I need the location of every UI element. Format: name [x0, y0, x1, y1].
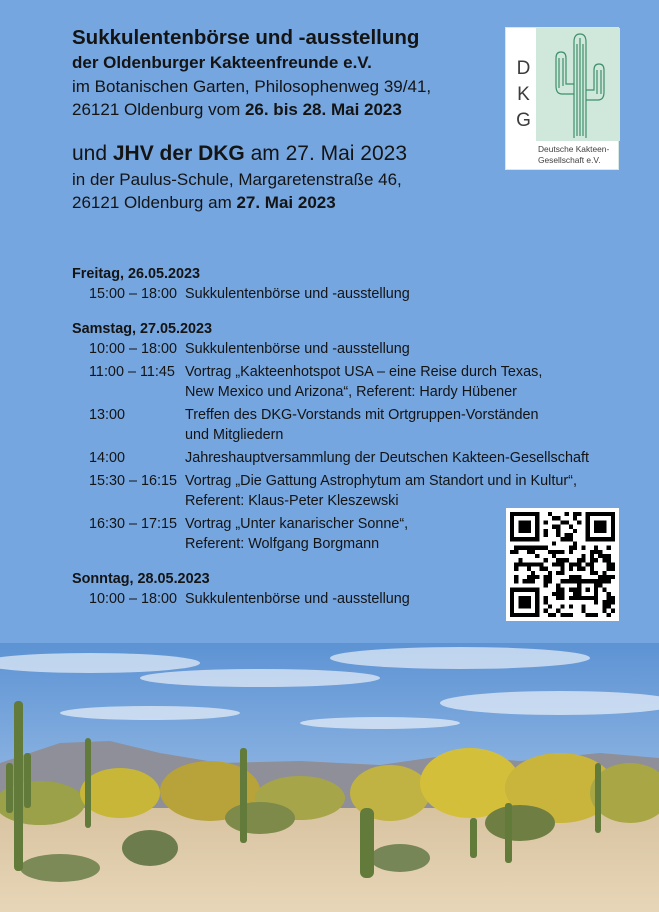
jhv-heading — [72, 140, 492, 168]
saguaro-cactus-icon — [548, 30, 612, 140]
event-dates: 26. bis 28. Mai 2023 — [244, 100, 402, 119]
schedule-item — [72, 471, 642, 511]
venue-address: im Botanischen Garten, Philosophenweg 39/41, — [72, 76, 432, 96]
schedule-day-label: Sonntag, 28.05.2023 — [72, 571, 210, 587]
jhv-date-bold: 27. Mai 2023 — [236, 193, 336, 212]
schedule-time: 15:00 – 18:00 — [89, 286, 178, 302]
schedule-description-line: Sukkulentenbörse und -ausstellung — [185, 591, 410, 607]
schedule-item — [72, 339, 642, 359]
event-header — [72, 24, 492, 215]
qr-code-icon — [510, 512, 615, 617]
jhv-venue-date — [72, 191, 492, 215]
qr-code[interactable] — [506, 508, 619, 621]
desert-landscape-image — [0, 643, 659, 912]
schedule-description-line: Treffen des DKG-Vorstands mit Ortgruppen-Vorständen — [185, 407, 539, 423]
schedule-time: 15:30 – 16:15 — [89, 473, 178, 489]
schedule-description — [185, 339, 642, 359]
schedule-description-line: Vortrag „Unter kanarischer Sonne“, — [185, 516, 409, 532]
logo-letter: K — [517, 84, 531, 105]
schedule-description-line: Jahreshauptversammlung der Deutschen Kakteen-Gesellschaft — [185, 450, 589, 466]
jhv-date: am 27. Mai 2023 — [244, 141, 408, 165]
schedule-time: 13:00 — [89, 407, 126, 423]
jhv-prefix: und — [72, 141, 113, 165]
schedule-description-line: Vortrag „Die Gattung Astrophytum am Standort und in Kultur“, — [185, 473, 577, 489]
schedule-item — [72, 448, 642, 468]
logo-letter: G — [516, 110, 532, 131]
schedule-description-line: Referent: Wolfgang Borgmann — [185, 536, 380, 552]
schedule-time: 10:00 – 18:00 — [89, 591, 178, 607]
jhv-venue-address: in der Paulus-Schule, Margaretenstraße 46, — [72, 169, 402, 189]
schedule-time: 11:00 – 11:45 — [89, 364, 175, 380]
logo-name — [538, 144, 620, 166]
schedule-time: 16:30 – 17:15 — [89, 516, 178, 532]
schedule-description — [185, 284, 642, 304]
logo-letter: D — [516, 58, 532, 79]
organizer: der Oldenburger Kakteenfreunde e.V. — [72, 53, 372, 72]
schedule-item — [72, 405, 642, 445]
jhv-city: 26121 Oldenburg am — [72, 193, 237, 212]
venue-dates — [72, 98, 492, 122]
schedule-description-line: Referent: Klaus-Peter Kleszewski — [185, 493, 399, 509]
logo-name-line: Deutsche Kakteen- — [538, 144, 610, 154]
schedule-description-line: und Mitgliedern — [185, 427, 284, 443]
dkg-logo — [505, 27, 619, 170]
schedule-description-line: Vortrag „Kakteenhotspot USA – eine Reise durch Texas, — [185, 364, 543, 380]
schedule-time: 14:00 — [89, 450, 126, 466]
schedule-time: 10:00 – 18:00 — [89, 341, 178, 357]
schedule-description — [185, 471, 642, 511]
schedule-description-line: Sukkulentenbörse und -ausstellung — [185, 286, 410, 302]
schedule-description — [185, 405, 642, 445]
schedule-day-label: Freitag, 26.05.2023 — [72, 266, 200, 282]
schedule-description — [185, 448, 642, 468]
schedule-description-line: Sukkulentenbörse und -ausstellung — [185, 341, 410, 357]
event-title: Sukkulentenbörse und -ausstellung — [72, 26, 420, 49]
schedule-day-label: Samstag, 27.05.2023 — [72, 321, 213, 337]
schedule-item — [72, 284, 642, 304]
jhv-name: JHV der DKG — [112, 141, 245, 165]
logo-letters — [514, 56, 534, 134]
logo-name-line: Gesellschaft e.V. — [538, 155, 601, 165]
venue-city: 26121 Oldenburg vom — [72, 100, 245, 119]
schedule-description-line: New Mexico und Arizona“, Referent: Hardy Hübener — [185, 384, 517, 400]
schedule-item — [72, 362, 642, 402]
schedule-description — [185, 362, 642, 402]
